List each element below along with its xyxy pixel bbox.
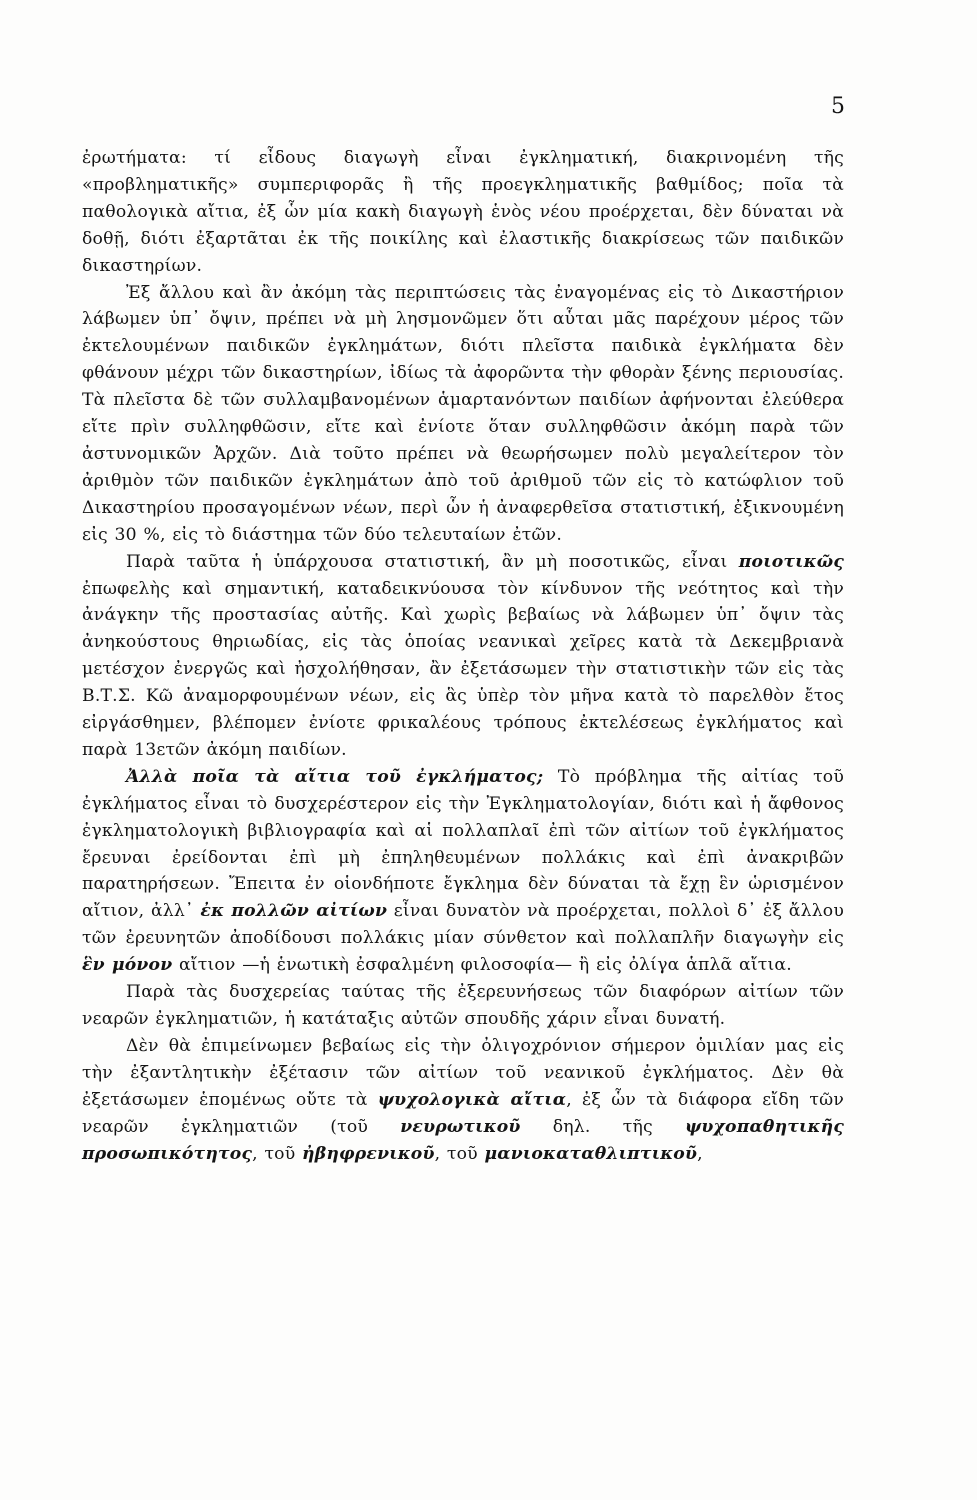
text-run: εἶναι δυνατὸν νὰ προέρχεται, πολλοὶ δ᾽ ἐξ ἄλλου τῶν ἐρευνητῶν ἀποδίδουσι πολλάκις μίαν σύνθετον καὶ πολλαπλῆν διαγωγὴν εἰς <box>82 901 844 949</box>
emphasized-text: ψυχολογικὰ αἴτια <box>377 1089 567 1110</box>
text-run: Παρὰ τὰς δυσχερείας ταύτας τῆς ἐξερευνήσεως τῶν διαφόρων αἰτίων τῶν νεαρῶν ἐγκληματιῶν, ἡ κατάταξις αὐτῶν σπουδῆς χάριν εἶναι δυνατή. <box>82 982 844 1029</box>
paragraph <box>82 549 844 764</box>
text-run: Δὲν θὰ ἐπιμείνωμεν βεβαίως εἰς τὴν ὀλιγοχρόνιον σήμερον ὁμιλίαν μας εἰς τὴν ἐξαντλητικὴν ἐξέτασιν τῶν αἰτίων τοῦ νεανικοῦ ἐγκλήματος. Δὲν θὰ ἐξετάσωμεν ἑπομένως οὔτε τὰ <box>82 1035 844 1110</box>
text-run: δηλ. τῆς <box>520 1116 686 1137</box>
paragraph <box>82 764 844 979</box>
paragraph <box>82 979 844 1033</box>
text-run: Παρὰ ταῦτα ἡ ὑπάρχουσα στατιστική, ἂν μὴ ποσοτικῶς, εἶναι <box>126 551 739 572</box>
paragraph <box>82 280 844 549</box>
text-run: ἐρωτήματα: τί εἶδους διαγωγὴ εἶναι ἐγκληματική, διακρινομένη τῆς «προβληματικῆς» συμπεριφορᾶς ἢ τῆς προεγκληματικῆς βαθμίδος; ποῖα τὰ παθολογικὰ αἴτια, ἐξ ὧν μία κακὴ διαγωγὴ ἑνὸς νέου προέρχεται, δὲν δύναται νὰ δοθῇ, διότι ἐξαρτᾶται ἐκ τῆς ποικίλης καὶ ἐλαστικῆς διακρίσεως τῶν παιδικῶν δικαστηρίων. <box>82 148 844 276</box>
emphasized-text: ἓν μόνον <box>82 955 173 976</box>
text-run: Τὸ πρόβλημα τῆς αἰτίας τοῦ ἐγκλήματος εἶναι τὸ δυσχερέστερον εἰς τὴν Ἐγκληματολογίαν, διότι καὶ ἡ ἄφθονος ἐγκληματολογικὴ βιβλιογραφία καὶ αἱ πολλαπλαῖ ἐπὶ τῶν αἰτίων τοῦ ἐγκλήματος ἔρευναι ἐρείδονται ἐπὶ μὴ ἐπηληθευμένων πολλάκις καὶ ἐπὶ ἀνακριβῶν παρατηρήσεων. Ἔπειτα ἐν οἱονδήποτε ἔγκλημα δὲν δύναται τὰ ἔχῃ ἓν ὡρισμένον αἴτιον, ἀλλ᾽ <box>82 766 844 922</box>
page-number: 5 <box>831 94 845 119</box>
paragraph <box>82 145 844 280</box>
text-run: ἐπωφελὴς καὶ σημαντική, καταδεικνύουσα τὸν κίνδυνον τῆς νεότητος καὶ τὴν ἀνάγκην τῆς προστασίας αὐτῆς. Καὶ χωρὶς βεβαίως νὰ λάβωμεν ὑπ᾽ ὄψιν τὰς ἀνηκούστους θηριωδίας, εἰς τὰς ὁποίας νεανικαὶ χεῖρες κατὰ τὰ Δεκεμβριανὰ μετέσχον ἐνεργῶς καὶ ἠσχολήθησαν, ἂν ἐξετάσωμεν τὴν στατιστικὴν τῶν εἰς τὰς Β.Τ.Σ. Κῶ ἀναμορφουμένων νέων, εἰς ἃς ὑπὲρ τὸν μῆνα κατὰ τὸ παρελθὸν ἔτος εἰργάσθημεν, βλέπομεν ἐνίοτε φρικαλέους τρόπους ἐκτελέσεως ἐγκλήματος καὶ παρὰ 13ετῶν ἀκόμη παιδίων. <box>82 578 844 760</box>
emphasized-text: Ἀλλὰ ποῖα τὰ αἴτια τοῦ ἐγκλήματος; <box>126 766 544 787</box>
text-run: , ἐξ ὧν τὰ διάφορα εἴδη τῶν νεαρῶν ἐγκληματιῶν (τοῦ <box>82 1089 845 1137</box>
text-run: , τοῦ <box>434 1143 485 1164</box>
emphasized-text: ἠβηφρενικοῦ <box>302 1143 435 1164</box>
text-run: , τοῦ <box>252 1143 303 1164</box>
emphasized-text: μανιοκαταθλιπτικοῦ <box>484 1143 698 1164</box>
body-text <box>82 145 844 1167</box>
emphasized-text: ἐκ πολλῶν αἰτίων <box>200 901 388 922</box>
text-run: αἴτιον —ἡ ἑνωτικὴ ἐσφαλμένη φιλοσοφία— ἢ εἰς ὀλίγα ἁπλᾶ αἴτια. <box>172 955 792 976</box>
emphasized-text: ποιοτικῶς <box>738 551 844 572</box>
emphasized-text: νευρωτικοῦ <box>400 1116 521 1137</box>
emphasized-text: ψυχοπαθητικῆς προσωπικότητος <box>82 1116 844 1164</box>
text-run: , <box>697 1143 703 1164</box>
paragraph <box>82 1033 844 1168</box>
text-run: Ἐξ ἄλλου καὶ ἂν ἀκόμη τὰς περιπτώσεις τὰς ἐναγομένας εἰς τὸ Δικαστήριον λάβωμεν ὑπ᾽ ὄψιν, πρέπει νὰ μὴ λησμονῶμεν ὅτι αὗται μᾶς παρέχουν μέρος τῶν ἐκτελουμένων παιδικῶν ἐγκλημάτων, διότι πλεῖστα παιδικὰ ἐγκλήματα δὲν φθάνουν μέχρι τῶν δικαστηρίων, ἰδίως τὰ ἀφορῶντα τὴν φθορὰν ξένης περιουσίας. Τὰ πλεῖστα δὲ τῶν συλλαμβανομένων ἁμαρτανόντων παιδίων ἀφήνονται ἐλεύθερα εἴτε πρὶν συλληφθῶσιν, εἴτε καὶ ἐνίοτε ὅταν συλληφθῶσιν ἀκόμη παρὰ τῶν ἀστυνομικῶν Ἀρχῶν. Διὰ τοῦτο πρέπει νὰ θεωρήσωμεν πολὺ μεγαλείτερον τὸν ἀριθμὸν τῶν παιδικῶν ἐγκλημάτων ἀπὸ τοῦ ἀριθμοῦ τῶν εἰς τὸ κατώφλιον τοῦ Δικαστηρίου προσαγομένων νέων, περὶ ὧν ἡ ἀναφερθεῖσα στατιστική, ἐξικνουμένη εἰς 30 %, εἰς τὸ διάστημα τῶν δύο τελευταίων ἐτῶν. <box>82 282 844 545</box>
